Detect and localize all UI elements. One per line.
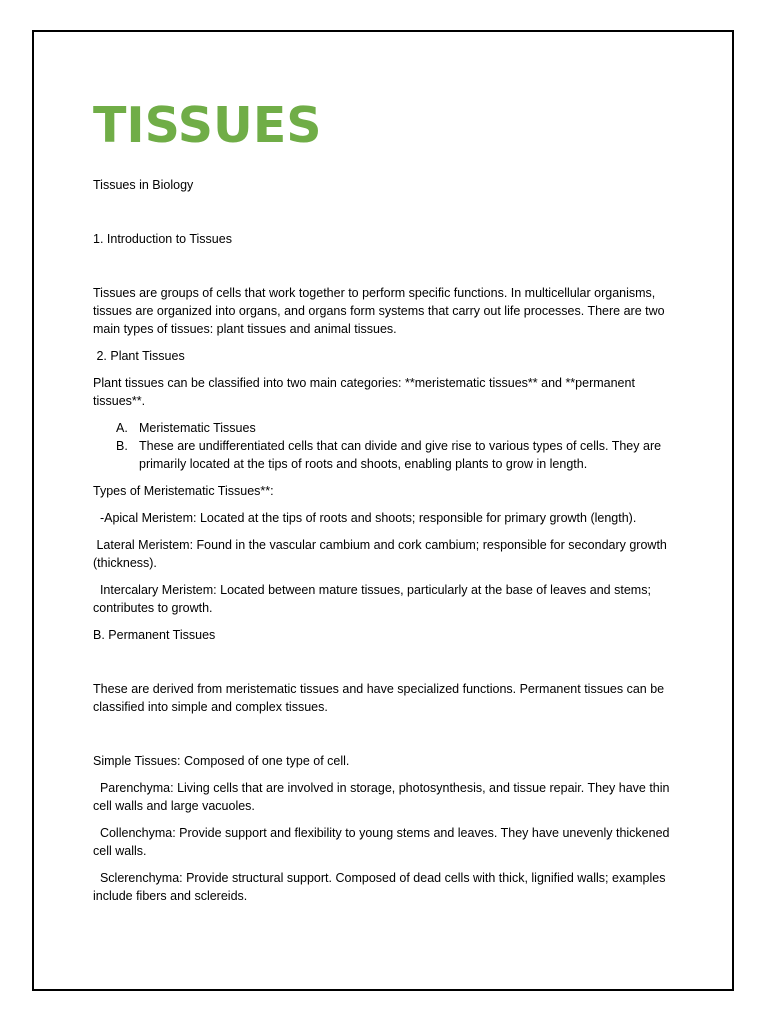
plant-tissues-intro: Plant tissues can be classified into two main categories: **meristematic tissues** and **permanent tissues**. (93, 376, 635, 408)
list-item (93, 419, 683, 437)
permanent-tissues-paragraph: These are derived from meristematic tissues and have specialized functions. Permanent tissues can be classified into simple and complex tissues. (93, 682, 665, 714)
section-heading-plant-tissues: 2. Plant Tissues (93, 349, 185, 363)
document-subtitle: Tissues in Biology (93, 178, 194, 192)
intercalary-meristem-paragraph: Intercalary Meristem: Located between mature tissues, particularly at the base of leaves and stems; contributes to growth. (93, 583, 655, 615)
list-item-text: These are undifferentiated cells that can divide and give rise to various types of cells. They are primarily located at the tips of roots and shoots, enabling plants to grow in length. (139, 439, 662, 471)
list-item (93, 437, 683, 473)
collenchyma-paragraph: Collenchyma: Provide support and flexibility to young stems and leaves. They have unevenly thickened cell walls. (93, 826, 673, 858)
parenchyma-paragraph: Parenchyma: Living cells that are involved in storage, photosynthesis, and tissue repair. They have thin cell walls and large vacuoles. (93, 781, 673, 813)
list-marker: A. (116, 421, 128, 435)
list-marker: B. (116, 439, 128, 453)
intro-paragraph: Tissues are groups of cells that work together to perform specific functions. In multicellular organisms, tissues are organized into organs, and organs form systems that carry out life processes. There are two main types of tissues: plant tissues and animal tissues. (93, 286, 665, 336)
section-heading-introduction: 1. Introduction to Tissues (93, 232, 232, 246)
sclerenchyma-paragraph: Sclerenchyma: Provide structural support. Composed of dead cells with thick, lignified walls; examples include fibers and sclereids. (93, 871, 669, 903)
document-page (32, 30, 734, 991)
meristem-types-heading: Types of Meristematic Tissues**: (93, 484, 274, 498)
lateral-meristem-paragraph: Lateral Meristem: Found in the vascular cambium and cork cambium; responsible for secondary growth (thickness). (93, 538, 671, 570)
document-title: TISSUES (93, 97, 322, 154)
simple-tissues-paragraph: Simple Tissues: Composed of one type of cell. (93, 754, 350, 768)
list-item-text: Meristematic Tissues (139, 421, 256, 435)
meristematic-list (93, 419, 683, 473)
document-body (93, 96, 683, 914)
apical-meristem-paragraph: -Apical Meristem: Located at the tips of roots and shoots; responsible for primary growth (length). (93, 511, 637, 525)
permanent-tissues-heading: B. Permanent Tissues (93, 628, 216, 642)
